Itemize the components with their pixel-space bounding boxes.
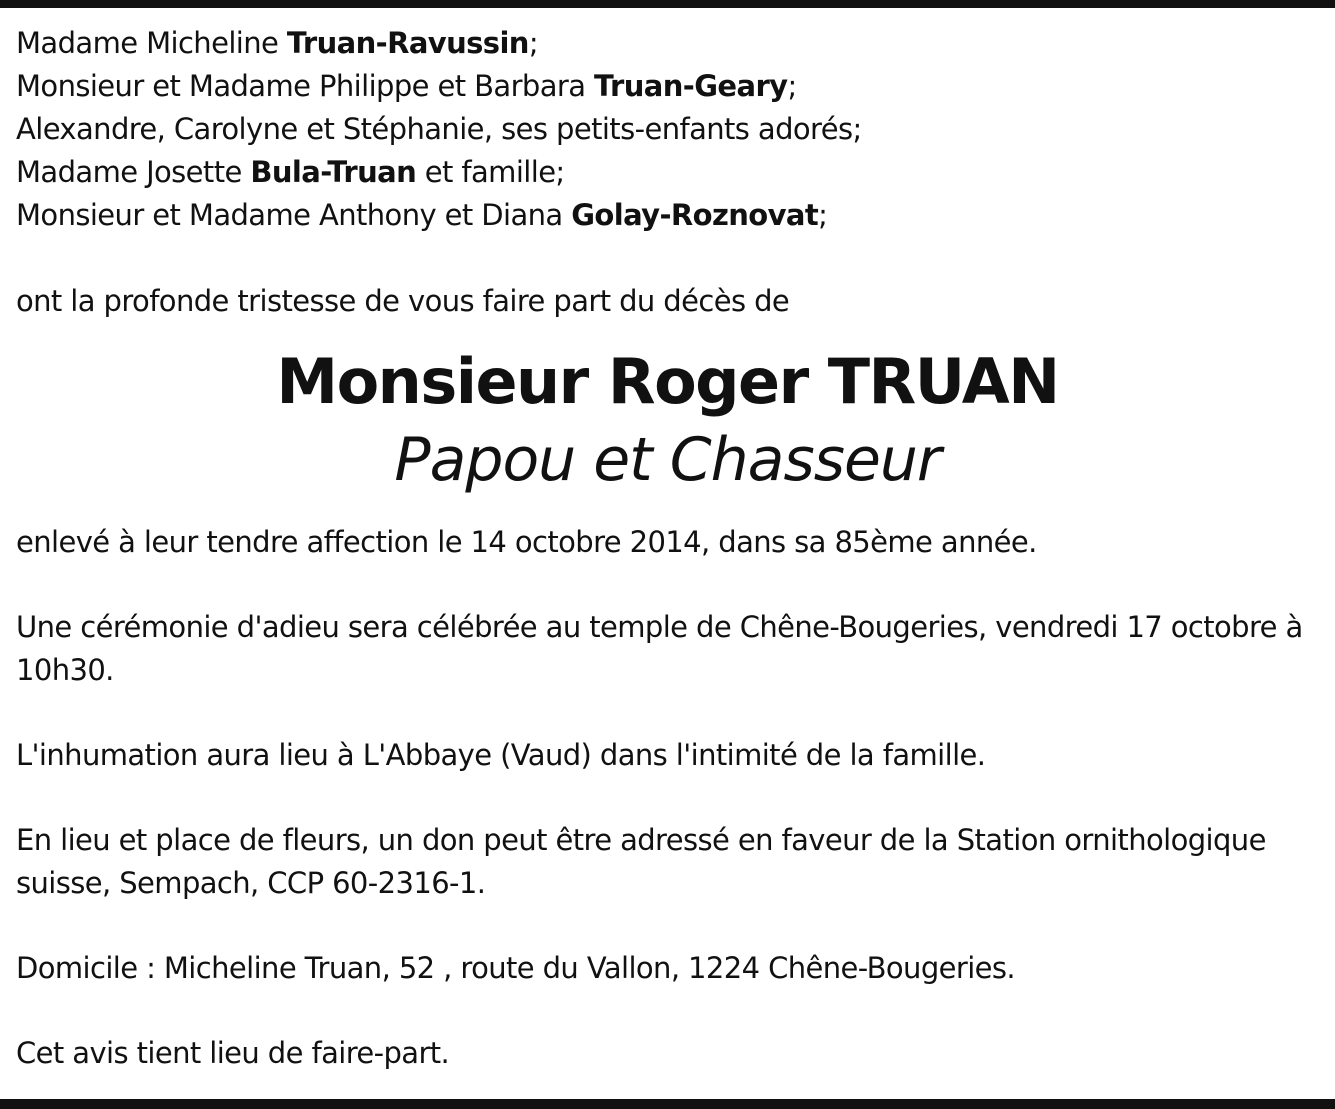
family-line: Madame Micheline Truan-Ravussin;	[16, 26, 539, 60]
closing-paragraph: Cet avis tient lieu de faire-part.	[16, 1036, 450, 1070]
deceased-block	[16, 343, 1319, 499]
ceremony-paragraph: Une cérémonie d'adieu sera célébrée au temple de Chêne-Bougeries, vendredi 17 octobre à 10h30.	[16, 610, 1303, 687]
family-surname: Bula-Truan	[250, 155, 417, 189]
family-surname: Golay-Roznovat	[571, 198, 819, 232]
intro-text: ont la profonde tristesse de vous faire part du décès de	[16, 284, 790, 318]
family-list	[16, 22, 1316, 237]
family-surname: Truan-Geary	[594, 69, 788, 103]
death-date-paragraph: enlevé à leur tendre affection le 14 octobre 2014, dans sa 85ème année.	[16, 525, 1037, 559]
bottom-border-rule	[0, 1099, 1335, 1109]
deceased-name: Monsieur Roger TRUAN	[276, 345, 1059, 418]
obituary-notice	[16, 22, 1316, 1075]
donation-paragraph: En lieu et place de fleurs, un don peut être adressé en faveur de la Station ornithologique suisse, Sempach, CCP 60-2316-1.	[16, 823, 1266, 900]
family-line: Monsieur et Madame Philippe et Barbara Truan-Geary;	[16, 69, 797, 103]
family-surname: Truan-Ravussin	[286, 26, 529, 60]
address-paragraph: Domicile : Micheline Truan, 52 , route du Vallon, 1224 Chêne-Bougeries.	[16, 951, 1016, 985]
top-border-rule	[0, 0, 1335, 8]
burial-paragraph: L'inhumation aura lieu à L'Abbaye (Vaud) dans l'intimité de la famille.	[16, 738, 986, 772]
deceased-epithet: Papou et Chasseur	[394, 425, 941, 495]
family-line: Madame Josette Bula-Truan et famille;	[16, 155, 565, 189]
family-line: Alexandre, Carolyne et Stéphanie, ses petits-enfants adorés;	[16, 112, 862, 146]
family-line: Monsieur et Madame Anthony et Diana Golay-Roznovat;	[16, 198, 828, 232]
